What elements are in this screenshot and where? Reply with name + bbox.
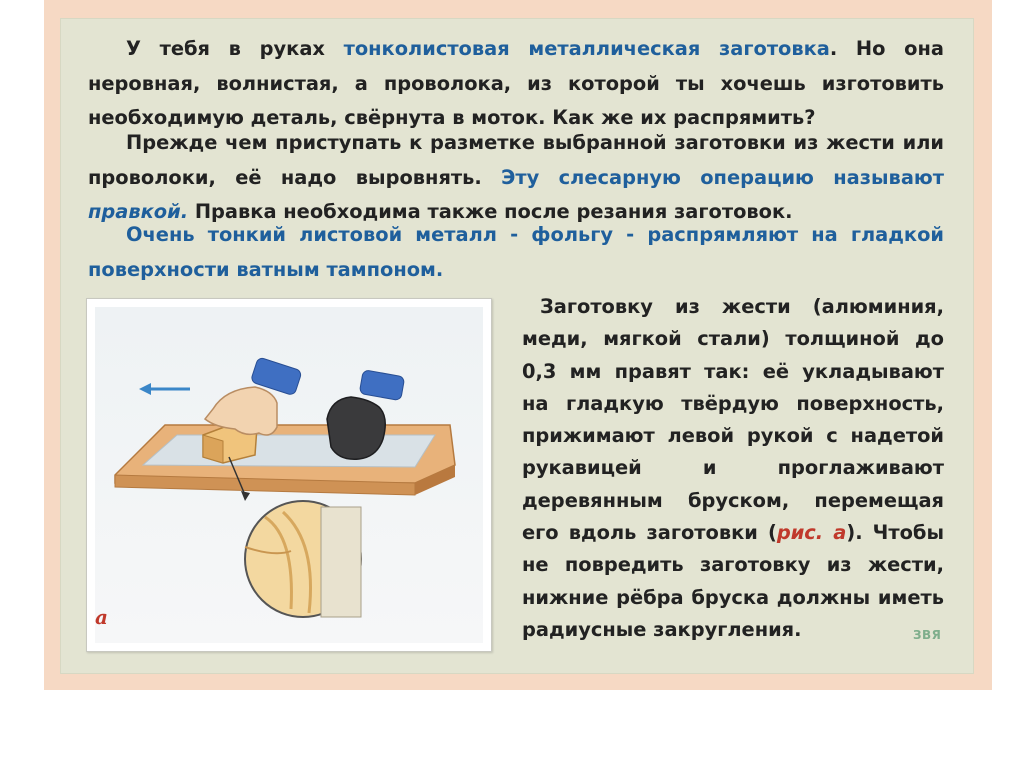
highlight-operation: Эту слесарную операцию называют [501,165,945,189]
wooden-board [115,425,455,495]
paragraph-foil: Очень тонкий листовой металл - фольгу - распрямляют на гладкой поверхности ватным тампоном. [88,223,944,281]
figure-canvas [95,307,483,643]
magnifier-circle-icon [245,501,361,617]
paragraph-intro [88,32,944,136]
figure-label: а [95,605,108,629]
side-paragraph [522,291,944,646]
highlight-sheet-metal: тонколистовая металлическая заготовка [343,37,830,60]
paragraph-intro-text-1: У тебя в руках [126,37,344,60]
term-pravka: правкой. [88,200,189,223]
figure-reference: рис. а [776,521,847,545]
paragraph-straightening-text-1: Прежде чем приступать к разметке выбранной заготовки из жести или проволоки, её надо выровнять. [88,131,944,189]
paragraph-straightening-text-2: Правка необходима также после резания заготовок. [188,200,793,223]
side-paragraph-text-2: ). Чтобы не повредить заготовку из жести, нижние рёбра бруска должны иметь радиусные закругления. [522,521,944,641]
side-paragraph-text-1: Заготовку из жести (алюминия, меди, мягкой стали) толщиной до 0,3 мм правят так: её укладывают на гладкую твёрдую поверхность, прижимают левой рукой с надетой рукавицей и проглаживают деревянным бруском, перемещая его вдоль заготовки ( [522,295,944,545]
figure-illustration [86,298,492,652]
watermark: ЗВЯ [913,628,942,642]
paragraph-intro-text-2: . Но она неровная, волнистая, а проволока, из которой ты хочешь изготовить необходимую деталь, свёрнута в моток. Как же их распрямить? [88,37,944,129]
left-arrow-icon [139,383,190,395]
hand-icon [205,357,302,435]
figure-drawing [95,307,483,643]
paragraph-straightening [88,126,944,230]
